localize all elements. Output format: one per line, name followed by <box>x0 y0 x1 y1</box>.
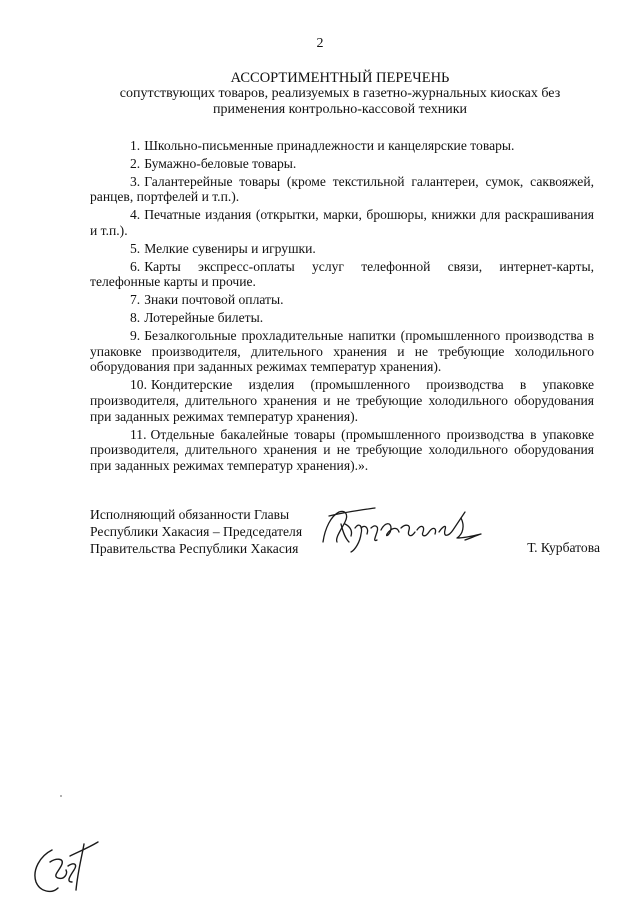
document-heading <box>90 70 590 118</box>
list-item-text: Галантерейные товары (кроме текстильной галантереи, сумок, саквояжей, ранцев, портфелей и т.п.). <box>90 173 594 205</box>
list-item-number: 1. <box>130 138 141 153</box>
list-item <box>90 292 594 308</box>
document-subtitle-line1: сопутствующих товаров, реализуемых в газетно-журнальных киосках без <box>119 86 561 101</box>
list-item-number: 2. <box>130 155 141 171</box>
list-item-text: Школьно-письменные принадлежности и канцелярские товары. <box>144 138 515 153</box>
list-item-number: 5. <box>130 240 141 256</box>
list-item-number: 6. <box>130 258 141 274</box>
list-item-number: 11. <box>130 426 147 442</box>
list-item-text: Безалкогольные прохладительные напитки (промышленного производства в упаковке производителя, длительного хранения и не требующие холодильного оборудования при заданных режимах температур хранения). <box>90 327 594 375</box>
signatory-position-line3: Правительства Республики Хакасия <box>90 541 299 556</box>
list-item-text: Карты экспресс-оплаты услуг телефонной связи, интернет-карты, телефонные карты и прочие. <box>90 258 594 290</box>
list-item <box>90 138 594 154</box>
list-item-number: 3. <box>130 173 141 189</box>
list-item <box>90 328 594 375</box>
list-item <box>90 241 594 257</box>
list-item-number: 10. <box>130 377 147 393</box>
scan-dot <box>60 795 62 797</box>
list-item-text: Печатные издания (открытки, марки, брошюры, книжки для раскрашивания и т.п.). <box>90 207 594 238</box>
signature-icon <box>315 498 495 558</box>
list-item <box>90 427 594 474</box>
list-item-number: 4. <box>130 207 141 223</box>
list-item <box>90 259 594 291</box>
page-number: 2 <box>316 36 324 51</box>
list-item-text: Бумажно-беловые товары. <box>144 155 297 171</box>
list-item <box>90 156 594 172</box>
document-subtitle-line2: применения контрольно-кассовой техники <box>212 102 468 117</box>
list-item-text: Отдельные бакалейные товары (промышленного производства в упаковке производителя, длительного хранения и не требующие холодильного оборудования при заданных режимах температур хранения).». <box>90 426 594 474</box>
list-item <box>90 310 594 326</box>
signatory-position-line1: Исполняющий обязанности Главы <box>90 507 290 522</box>
list-item-text: Мелкие сувениры и игрушки. <box>144 240 316 256</box>
list-item-number: 7. <box>130 292 141 308</box>
assortment-list <box>90 138 594 476</box>
list-item <box>90 207 594 239</box>
list-item-text: Лотерейные билеты. <box>144 309 264 325</box>
list-item-number: 9. <box>130 327 141 343</box>
signatory-position-line2: Республики Хакасия – Председателя <box>90 524 303 539</box>
list-item-number: 8. <box>130 309 141 325</box>
signature-block <box>90 506 600 566</box>
list-item <box>90 377 594 424</box>
initials-mark-icon <box>22 836 112 898</box>
document-title: АССОРТИМЕНТНЫЙ ПЕРЕЧЕНЬ <box>230 70 450 86</box>
list-item <box>90 174 594 206</box>
signatory-name: Т. Курбатова <box>527 540 600 555</box>
signatory-position <box>90 506 320 557</box>
list-item-text: Кондитерские изделия (промышленного производства в упаковке производителя, длительного хранения и не требующие холодильного оборудования при заданных режимах температур хранения). <box>90 377 594 424</box>
list-item-text: Знаки почтовой оплаты. <box>144 292 284 308</box>
